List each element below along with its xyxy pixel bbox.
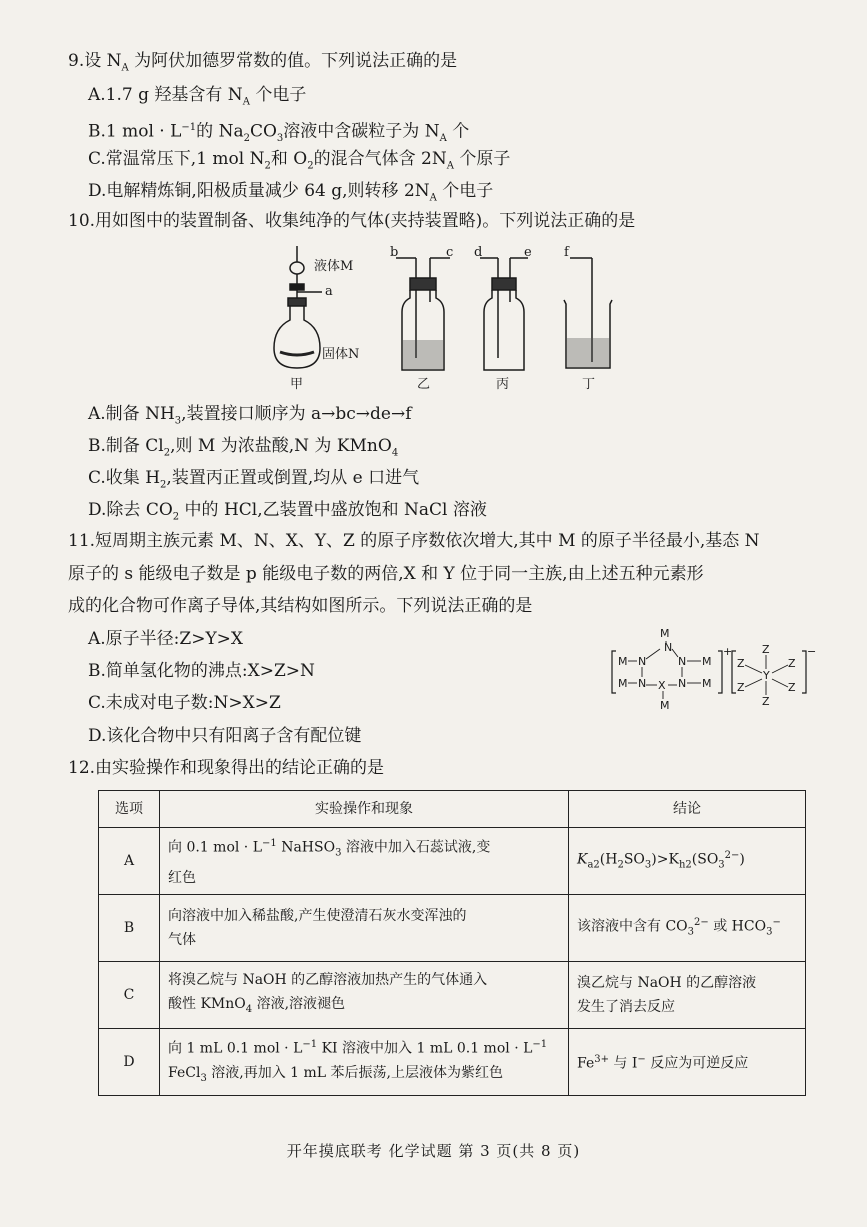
q11-stem-line2: 原子的 s 能级电子数是 p 能级电子数的两倍,X 和 Y 位于同一主族,由上述五种元素形 [68, 564, 704, 584]
q10-stem: 10.用如图中的装置制备、收集纯净的气体(夹持装置略)。下列说法正确的是 [68, 211, 636, 231]
row-a-option: A [99, 828, 160, 895]
table-header-row [99, 791, 806, 828]
q12-stem: 12.由实验操作和现象得出的结论正确的是 [68, 758, 385, 778]
experiment-table [98, 790, 806, 1096]
row-a-operation: 向 0.1 mol · $L^{-1}$ NaHSO$_3$ 溶液中加入石蕊试液,变 红色 [160, 828, 569, 895]
row-c-conclusion: 溴乙烷与 NaOH 的乙醇溶液 发生了消去反应 [569, 962, 806, 1029]
q9-stem: 9.设 $N_A$ 为阿伏加德罗常数的值。下列说法正确的是 [68, 51, 458, 74]
atom-n-left1: N [638, 655, 647, 668]
atom-z-left2: Z [737, 681, 745, 694]
label-bing: 丙 [496, 377, 510, 392]
table-row-c [99, 962, 806, 1029]
atom-n-right1: N [678, 655, 687, 668]
label-solid-n: 固体N [322, 347, 360, 362]
row-d-conclusion: $Fe^{3+}$ 与 I− 反应为可逆反应 [569, 1029, 806, 1096]
q11-option-b: B.简单氢化物的沸点:X>Z>N [88, 661, 315, 681]
row-d-operation: 向 1 mL 0.1 mol · $L^{-1}$ KI 溶液中加入 1 mL 0.1 mol · $L^{-1}$ FeCl$_3$ 溶液,再加入 1 mL 苯后振荡,上层液体为紫红色 [160, 1029, 569, 1096]
row-b-option: B [99, 895, 160, 962]
atom-m-right2: M [702, 677, 712, 690]
atom-x: X [658, 679, 666, 692]
row-a-conclusion: $K_{a2}(H_2SO_3)>K_{h2}(SO_3^{2-})$ [569, 828, 806, 895]
atom-n-left2: N [638, 677, 647, 690]
table-row-b [99, 895, 806, 962]
label-ding: 丁 [582, 377, 596, 392]
q10-option-c: C.收集 $H_2$,装置丙正置或倒置,均从 e 口进气 [88, 468, 420, 491]
label-port-f: f [564, 245, 569, 260]
label-port-d: d [474, 245, 483, 260]
atom-m-top: M [660, 627, 670, 640]
atom-n-right2: N [678, 677, 687, 690]
q11-option-c: C.未成对电子数:N>X>Z [88, 693, 281, 713]
atom-m-bottom: M [660, 699, 670, 712]
label-liquid-m: 液体M [314, 259, 354, 274]
header-operation: 实验操作和现象 [160, 791, 569, 828]
table-row-d [99, 1029, 806, 1096]
label-port-a: a [325, 284, 333, 299]
atom-m-left1: M [618, 655, 628, 668]
apparatus-yi [396, 258, 450, 370]
q9-option-c: C.常温常压下,1 mol $N_2$和 $O_2$的混合气体含 $2N_A$ 个原子 [88, 149, 511, 172]
header-option: 选项 [99, 791, 160, 828]
q11-stem-line1: 11.短周期主族元素 M、N、X、Y、Z 的原子序数依次增大,其中 M 的原子半径最小,基态 N [68, 531, 760, 551]
atom-n-top: N [664, 641, 673, 654]
q11-option-a: A.原子半径:Z>Y>X [88, 629, 244, 649]
atom-m-right1: M [702, 655, 712, 668]
label-port-c: c [446, 245, 454, 260]
row-b-conclusion: 该溶液中含有 $CO_3^{2-}$ 或 $HCO_3^-$ [569, 895, 806, 962]
label-port-e: e [524, 245, 532, 260]
q10-option-a: A.制备 $NH_3$,装置接口顺序为 a→bc→de→f [88, 404, 412, 427]
q10-option-b: B.制备 $Cl_2$,则 M 为浓盐酸,N 为 KMnO$_4$ [88, 436, 399, 459]
table-row-a [99, 828, 806, 895]
anion-charge: − [807, 645, 817, 658]
label-jia: 甲 [290, 377, 304, 392]
q10-option-d: D.除去 $CO_2$ 中的 HCl,乙装置中盛放饱和 NaCl 溶液 [88, 500, 487, 523]
label-port-b: b [390, 245, 399, 260]
atom-z-right1: Z [788, 657, 796, 670]
q11-option-d: D.该化合物中只有阳离子含有配位键 [88, 726, 362, 746]
ionic-structure-figure [612, 625, 817, 715]
atom-z-bottom: Z [762, 695, 770, 708]
row-b-operation: 向溶液中加入稀盐酸,产生使澄清石灰水变浑浊的 气体 [160, 895, 569, 962]
label-yi: 乙 [417, 377, 431, 392]
row-c-operation: 将溴乙烷与 NaOH 的乙醇溶液加热产生的气体通入 酸性 KMnO$_4$ 溶液,溶液褪色 [160, 962, 569, 1029]
row-d-option: D [99, 1029, 160, 1096]
header-conclusion: 结论 [569, 791, 806, 828]
cation-charge: + [723, 645, 733, 658]
q9-option-a: A.1.7 g 羟基含有 $N_A$ 个电子 [88, 85, 307, 108]
apparatus-figure [270, 240, 630, 395]
atom-m-left2: M [618, 677, 628, 690]
q11-stem-line3: 成的化合物可作离子导体,其结构如图所示。下列说法正确的是 [68, 596, 533, 616]
row-c-option: C [99, 962, 160, 1029]
atom-z-top: Z [762, 643, 770, 656]
q9-option-b: B.1 mol · $L^{-1}$的 $Na_2CO_3$溶液中含碳粒子为 $N_A$ 个 [88, 121, 470, 145]
apparatus-ding [564, 258, 612, 368]
atom-z-right2: Z [788, 681, 796, 694]
apparatus-bing [480, 258, 528, 370]
atom-y: Y [763, 669, 770, 682]
atom-z-left1: Z [737, 657, 745, 670]
q9-option-d: D.电解精炼铜,阳极质量减少 64 g,则转移 $2N_A$ 个电子 [88, 181, 494, 204]
page-footer: 开年摸底联考 化学试题 第 3 页(共 8 页) [286, 1142, 581, 1160]
